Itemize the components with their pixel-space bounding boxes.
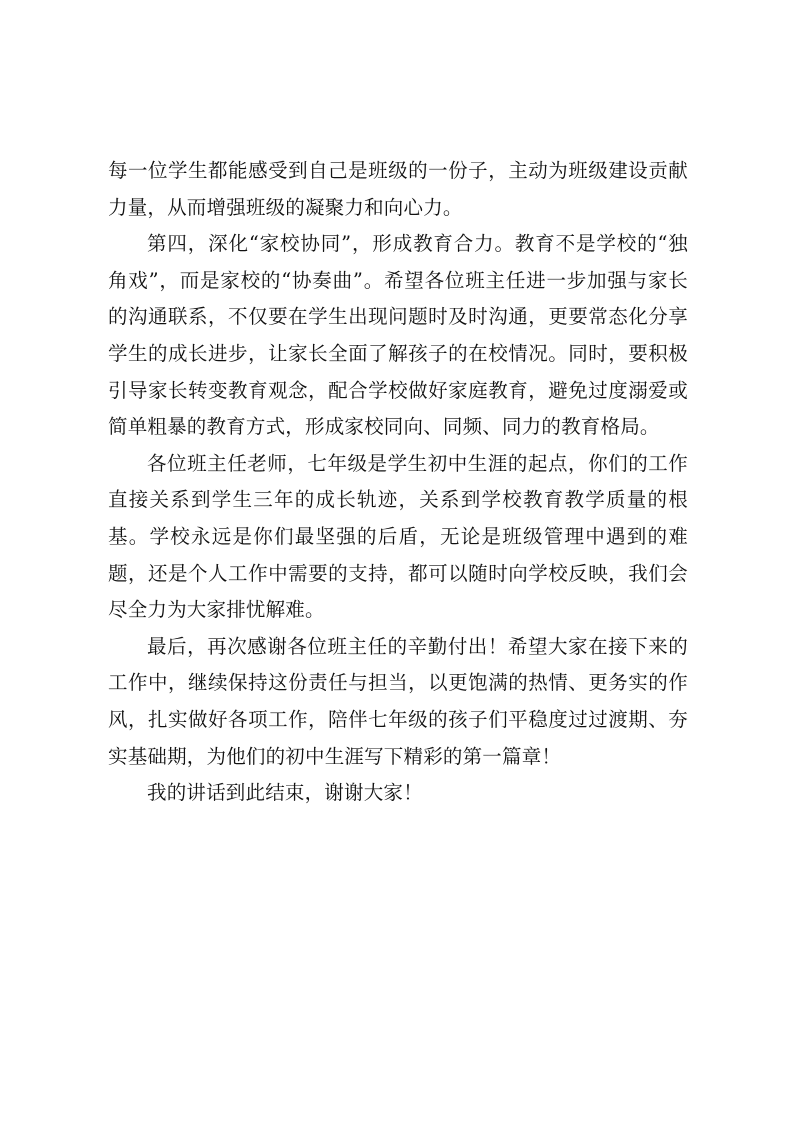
paragraph-fourth-point: 第四，深化“家校协同”，形成教育合力。教育不是学校的“独角戏”，而是家校的“协奏曲”。希望各位班主任进一步加强与家长的沟通联系，不仅要在学生出现问题时及时沟通，更要常态化分享学生的成长进步，让家长全面了解孩子的在校情况。同时，要积极引导家长转变教育观念，配合学校做好家庭教育，避免过度溺爱或简单粗暴的教育方式，形成家校同向、同频、同力的教育格局。 <box>108 232 688 439</box>
paragraph-end-of-speech: 我的讲话到此结束，谢谢大家！ <box>147 781 423 805</box>
paragraph-closing-thanks: 最后，再次感谢各位班主任的辛勤付出！希望大家在接下来的工作中，继续保持这份责任与担当，以更饱满的热情、更务实的作风，扎实做好各项工作，陪伴七年级的孩子们平稳度过过渡期、夯实基础期，为他们的初中生涯写下精彩的第一篇章！ <box>108 634 688 768</box>
paragraph-continuation: 每一位学生都能感受到自己是班级的一份子，主动为班级建设贡献力量，从而增强班级的凝聚力和向心力。 <box>108 159 688 219</box>
paragraph-address-teachers: 各位班主任老师，七年级是学生初中生涯的起点，你们的工作直接关系到学生三年的成长轨迹，关系到学校教育教学质量的根基。学校永远是你们最坚强的后盾，无论是班级管理中遇到的难题，还是个人工作中需要的支持，都可以随时向学校反映，我们会尽全力为大家排忧解难。 <box>108 451 688 622</box>
document-body <box>108 153 688 812</box>
